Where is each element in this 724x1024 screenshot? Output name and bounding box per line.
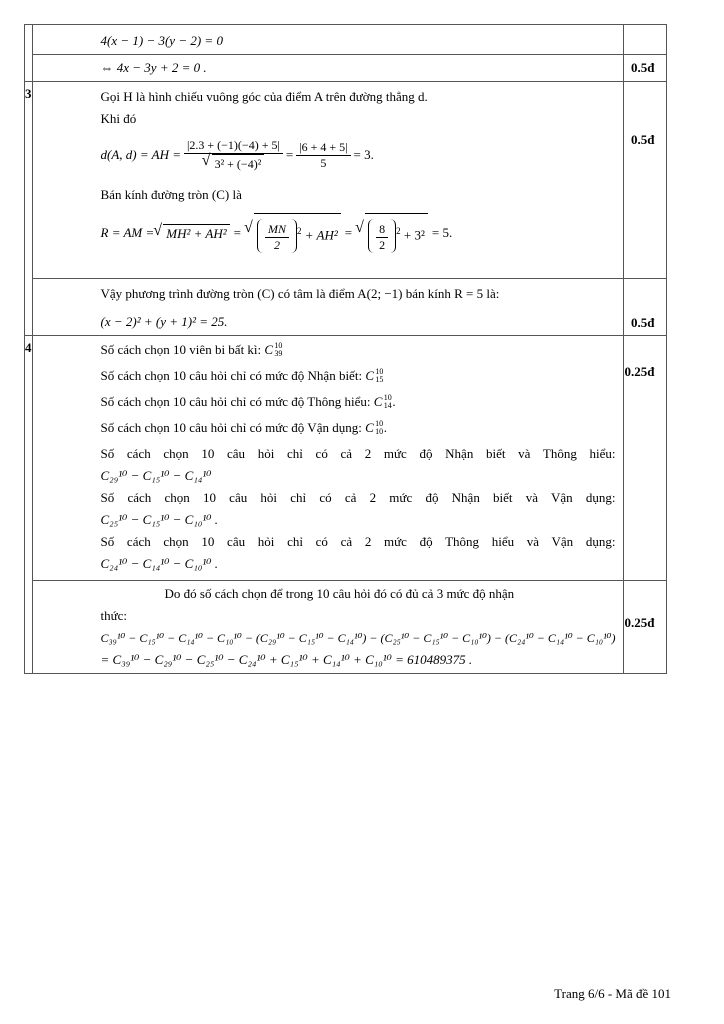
fraction-denominator: 2 <box>379 237 386 252</box>
text-line: Số cách chọn 10 viên bi bất kì: C 10 39 <box>100 341 283 358</box>
fraction-numerator: |6 + 4 + 5| <box>296 140 350 156</box>
text-line: Số cách chọn 10 câu hỏi chỉ có mức độ Nhận biết: C 10 15 <box>100 367 384 384</box>
text-line: Số cách chọn 10 câu hỏi chỉ có mức độ Vận dụng: C 10 10 . <box>100 419 387 436</box>
question-number: 4 <box>25 340 32 355</box>
text-line: Do đó số cách chọn để trong 10 câu hỏi đó có đủ cả 3 mức độ nhận <box>164 586 515 601</box>
fraction-numerator: √ 8 <box>376 222 388 238</box>
fraction-numerator: √ MN <box>265 222 289 238</box>
table-row <box>25 25 667 55</box>
text-line: Vậy phương trình đường tròn (C) có tâm là điểm A(2; −1) bán kính R = 5 là: <box>100 286 500 301</box>
score-label: 0.5đ <box>630 60 655 75</box>
distance-formula: d(A, d) = AH = |2.3 + (−1)(−4) + 5| √ 3² + (−4)² = $\frac{|6 + 4 + 5|}{5}$ = 3. <box>101 130 616 180</box>
fraction <box>265 222 289 253</box>
fraction <box>184 138 283 173</box>
content-cell <box>32 82 624 279</box>
score-label: 0.5đ <box>630 315 655 330</box>
math-line: C₂₅¹⁰ − C₁₅¹⁰ − C₁₀¹⁰ . <box>100 512 219 527</box>
score-cell <box>624 336 667 581</box>
paren-group <box>257 219 297 253</box>
math-text: = 5. <box>431 225 453 240</box>
math-text: + AH² <box>304 227 338 243</box>
score-label: 0.25đ <box>624 615 655 630</box>
table-row <box>25 279 667 336</box>
question-number: 3 <box>25 86 32 101</box>
text-line: Số cách chọn 10 câu hỏi chỉ có cả 2 mức độ Thông hiểu và Vận dụng: <box>100 534 616 549</box>
row-index-cell <box>25 82 33 336</box>
sqrt: √ $\frac{MN}{2}$ $^2$ + AH² <box>254 213 341 253</box>
fraction-denominator: 5 <box>320 155 327 170</box>
fraction <box>376 222 388 253</box>
fraction-numerator: |2.3 + (−1)(−4) + 5| <box>184 138 283 154</box>
sqrt: √ MH² + AH² <box>163 224 229 243</box>
score-label: 0.25đ <box>624 364 655 379</box>
fraction-denominator: 2 <box>274 237 281 252</box>
table-row <box>25 336 667 581</box>
page-footer: Trang 6/6 - Mã đề 101 <box>554 986 671 1001</box>
content-cell <box>32 55 624 82</box>
score-label: 0.5đ <box>630 132 655 147</box>
math-line: ⇔ 4x − 3y + 2 = 0 . <box>100 60 207 75</box>
score-cell <box>624 82 667 279</box>
content-cell <box>32 336 624 581</box>
text-line: Khi đó <box>100 111 137 126</box>
paren-group <box>368 219 396 253</box>
table-row <box>25 82 667 279</box>
math-text: R = AM = <box>100 225 155 240</box>
text: Số cách chọn 10 câu hỏi chỉ có mức độ Vận dụng: <box>100 420 362 435</box>
math-line: C₂₉¹⁰ − C₁₅¹⁰ − C₁₄¹⁰ <box>100 468 212 483</box>
math-text: + 3² <box>403 227 425 243</box>
row-index-cell <box>25 336 33 674</box>
math-line: C₂₄¹⁰ − C₁₄¹⁰ − C₁₀¹⁰ . <box>100 556 219 571</box>
sqrt: √ $\frac{8}{2}$ $^2$ + 3² <box>365 213 428 253</box>
text: Số cách chọn 10 câu hỏi chỉ có mức độ Thông hiểu: <box>100 394 371 409</box>
fraction-denominator <box>184 154 283 173</box>
text-line: Số cách chọn 10 câu hỏi chỉ có mức độ Thông hiểu: C 10 14 . <box>100 393 396 410</box>
score-cell <box>624 25 667 55</box>
text-line: Số cách chọn 10 câu hỏi chỉ có cả 2 mức độ Nhận biết và Vận dụng: <box>100 490 616 505</box>
math-text: = 3. <box>353 147 374 162</box>
text-line: thức: <box>100 608 128 623</box>
row-index-cell <box>25 25 33 82</box>
content-cell <box>32 25 624 55</box>
score-cell <box>624 55 667 82</box>
text-line: Số cách chọn 10 câu hỏi chỉ có cả 2 mức độ Nhận biết và Thông hiểu: <box>100 446 616 461</box>
sqrt: √ 3² + (−4)² <box>212 154 265 173</box>
content-cell <box>32 279 624 336</box>
content-cell <box>32 581 624 674</box>
score-cell <box>624 279 667 336</box>
score-cell <box>624 581 667 674</box>
text-line: Gọi H là hình chiếu vuông góc của điểm A trên đường thẳng d. <box>100 89 428 104</box>
fraction <box>296 140 350 171</box>
math-text: d(A, d) = AH = <box>100 147 181 162</box>
radius-formula: R = AM = √ MH² + AH² = √ $\frac{MN}{2}$ $^2$ + AH² = √ $\frac{8}{2}$ $^2$ + 3² = 5. <box>101 206 616 260</box>
answer-table <box>24 24 667 674</box>
math-line: C₃₉¹⁰ − C₁₅¹⁰ − C₁₄¹⁰ − C₁₀¹⁰ − (C₂₉¹⁰ − C₁₅¹⁰ − C₁₄¹⁰) − (C₂₅¹⁰ − C₁₅¹⁰ − C₁₀¹⁰) − (C₂₄¹⁰ − C₁₄¹⁰ − C₁₀¹⁰) <box>100 631 616 645</box>
math-line: 4(x − 1) − 3(y − 2) = 0 <box>100 33 223 48</box>
text: Số cách chọn 10 viên bi bất kì: <box>100 342 262 357</box>
math-line: = C₃₉¹⁰ − C₂₉¹⁰ − C₂₅¹⁰ − C₂₄¹⁰ + C₁₅¹⁰ + C₁₄¹⁰ + C₁₀¹⁰ = 610489375 . <box>100 652 473 667</box>
table-row <box>25 55 667 82</box>
text-line: Bán kính đường tròn (C) là <box>100 187 242 202</box>
math-line: (x − 2)² + (y + 1)² = 25. <box>100 314 228 329</box>
table-row <box>25 581 667 674</box>
text: Số cách chọn 10 câu hỏi chỉ có mức độ Nhận biết: <box>100 368 363 383</box>
